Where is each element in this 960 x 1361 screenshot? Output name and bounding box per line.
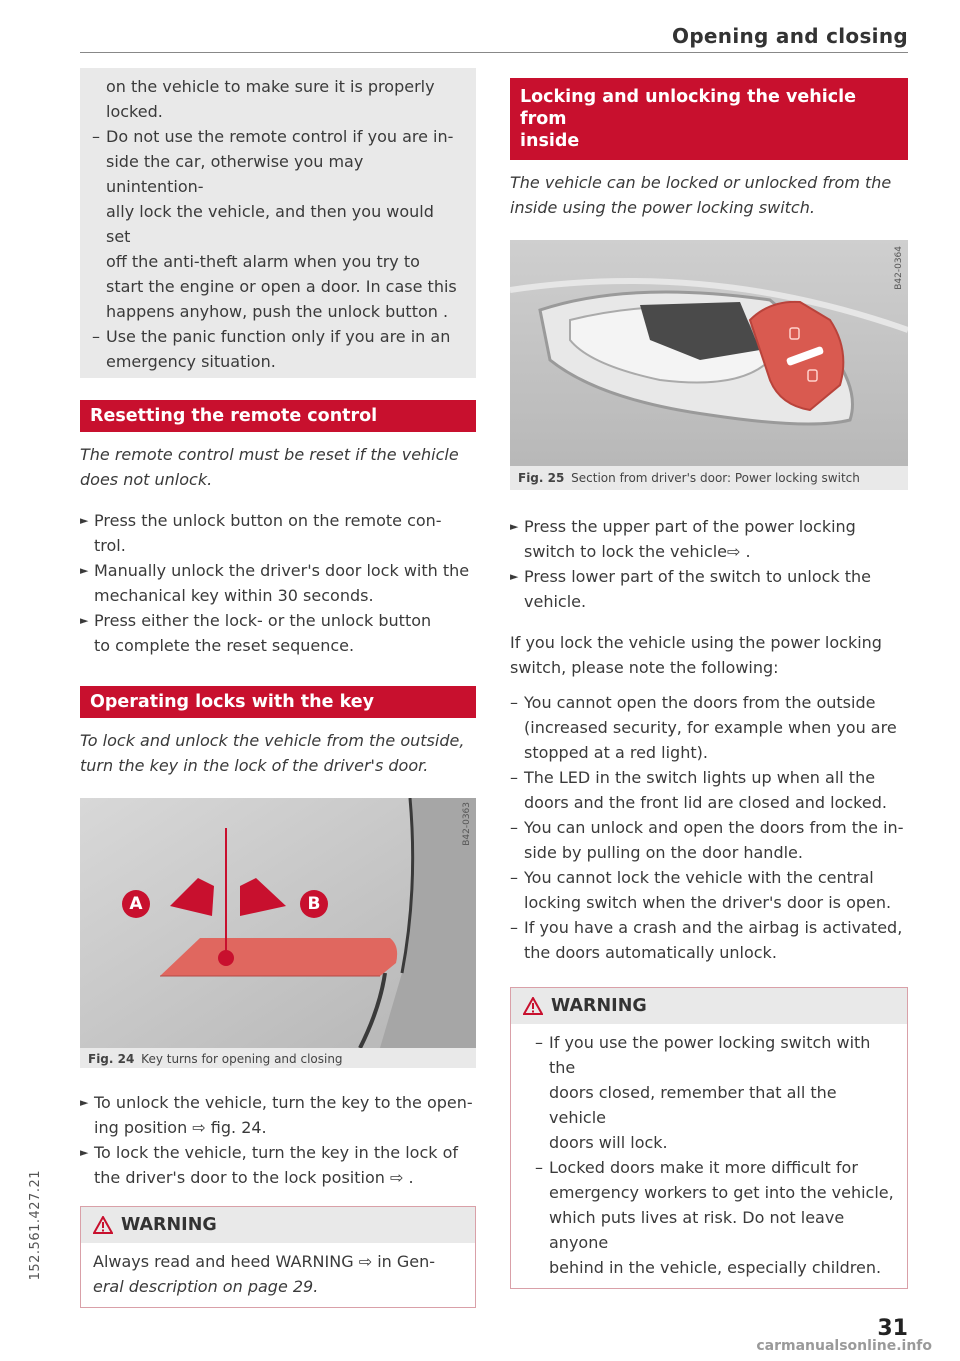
warning-header	[81, 1207, 475, 1243]
section-intro: The remote control must be reset if the vehicle does not unlock.	[80, 445, 459, 489]
header-rule	[80, 52, 908, 53]
warning-triangle-icon	[93, 1216, 113, 1234]
section-intro: The vehicle can be locked or unlocked from the inside using the power locking switch.	[510, 173, 892, 217]
list-item: – You can unlock and open the doors from the in- side by pulling on the door handle.	[510, 815, 908, 865]
step-item: ► Press the upper part of the power locking switch to lock the vehicle⇨ .	[510, 514, 908, 564]
continued-warning-box	[80, 68, 476, 378]
section-heading-reset: Resetting the remote control	[80, 400, 476, 432]
section-heading-inside: Locking and unlocking the vehicle from inside	[510, 78, 908, 160]
warning-title: WARNING	[121, 1215, 217, 1235]
figure-25	[510, 240, 908, 490]
figure-24-image	[80, 798, 476, 1048]
step-item: ► To lock the vehicle, turn the key in the lock of the driver's door to the lock position ⇨ .	[80, 1140, 476, 1190]
figure-caption: Fig. 24 Key turns for opening and closing	[88, 1052, 343, 1066]
list-item: – Locked doors make it more difficult for emergency workers to get into the vehicle, which puts lives at risk. Do not leave anyone behind in the vehicle, especially children.	[523, 1155, 895, 1280]
warning-triangle-icon	[523, 997, 543, 1015]
continued-line: locked.	[106, 102, 163, 121]
figure-code: B42-0364	[894, 246, 904, 290]
list-item: – If you have a crash and the airbag is activated, the doors automatically unlock.	[510, 915, 908, 965]
figure-25-image	[510, 240, 908, 466]
step-item: ► Manually unlock the driver's door lock with the mechanical key within 30 seconds.	[80, 558, 476, 608]
warning-box	[510, 987, 908, 1289]
right-column	[510, 78, 908, 1289]
figure-caption: Fig. 25 Section from driver's door: Power locking switch	[518, 471, 860, 485]
step-item: ► To unlock the vehicle, turn the key to the open- ing position ⇨ fig. 24.	[80, 1090, 476, 1140]
list-item: – Do not use the remote control if you are in- side the car, otherwise you may unintention- ally lock the vehicle, and then you would set off the anti-theft alarm when you try to start the engine or open a door. In case this happens anyhow, push the unlock button .	[92, 124, 460, 324]
warning-box	[80, 1206, 476, 1308]
step-item: ► Press the unlock button on the remote con- trol.	[80, 508, 476, 558]
note-intro: If you lock the vehicle using the power locking switch, please note the following:	[510, 633, 882, 677]
step-item: ► Press lower part of the switch to unlock the vehicle.	[510, 564, 908, 614]
watermark: carmanualsonline.info	[756, 1338, 932, 1354]
figure-code: B42-0363	[462, 802, 472, 846]
list-item: – If you use the power locking switch with the doors closed, remember that all the vehicle doors will lock.	[523, 1030, 895, 1155]
list-item: – The LED in the switch lights up when all the doors and the front lid are closed and locked.	[510, 765, 908, 815]
section-intro: To lock and unlock the vehicle from the outside, turn the key in the lock of the driver's door.	[80, 731, 465, 775]
fig24-position-a: A	[122, 890, 150, 918]
page-header-title: Opening and closing	[672, 24, 908, 48]
figure-24	[80, 798, 476, 1068]
step-item: ► Press either the lock- or the unlock button to complete the reset sequence.	[80, 608, 476, 658]
warning-header	[511, 988, 907, 1024]
list-item: – You cannot open the doors from the outside (increased security, for example when you are stopped at a red light).	[510, 690, 908, 765]
page-number: 31	[877, 1316, 908, 1341]
list-item: – Use the panic function only if you are in an emergency situation.	[92, 324, 460, 374]
warning-text: Always read and heed WARNING ⇨ in Gen- eral description on page 29.	[93, 1252, 436, 1296]
fig24-position-b: B	[300, 890, 328, 918]
continued-line: on the vehicle to make sure it is properly	[106, 77, 435, 96]
warning-title: WARNING	[551, 996, 647, 1016]
left-column	[80, 70, 476, 1308]
section-heading-key: Operating locks with the key	[80, 686, 476, 718]
list-item: – You cannot lock the vehicle with the central locking switch when the driver's door is open.	[510, 865, 908, 915]
side-code: 152.561.427.21	[28, 1170, 43, 1281]
